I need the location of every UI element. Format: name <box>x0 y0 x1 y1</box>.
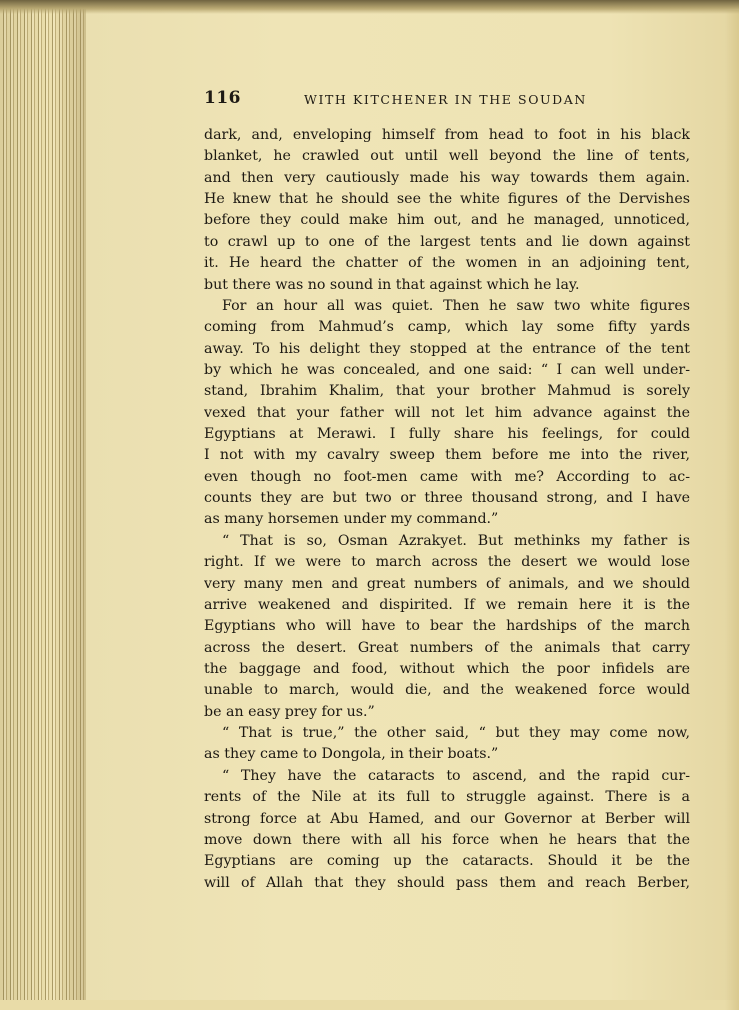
text-line: it. He heard the chatter of the women in an adjoining tent, <box>204 255 690 272</box>
text-line: but there was no sound in that against which he lay. <box>204 276 580 293</box>
text-line: be an easy prey for us.” <box>204 703 375 720</box>
text-line: the baggage and food, without which the poor infidels are <box>204 660 690 677</box>
text-line: blanket, he crawled out until well beyond the line of tents, <box>204 148 690 165</box>
text-line: coming from Mahmud’s camp, which lay some fifty yards <box>204 319 690 336</box>
text-line: as they came to Dongola, in their boats.” <box>204 746 499 763</box>
text-line: “ That is true,” the other said, “ but they may come now, <box>222 725 690 742</box>
running-head: WITH KITCHENER IN THE SOUDAN <box>304 92 587 107</box>
page-right-edge <box>725 10 739 1010</box>
text-line: and then very cautiously made his way towards them again. <box>204 169 690 186</box>
text-line: I not with my cavalry sweep them before me into the river, <box>204 447 690 464</box>
text-line: “ They have the cataracts to ascend, and the rapid cur- <box>222 767 690 784</box>
page-number: 116 <box>204 88 241 108</box>
text-line: strong force at Abu Hamed, and our Governor at Berber will <box>204 810 690 827</box>
top-shadow <box>0 0 739 14</box>
text-line: arrive weakened and dispirited. If we remain here it is the <box>204 596 690 613</box>
text-line: even though no foot-men came with me? According to ac- <box>204 468 690 485</box>
text-line: Egyptians are coming up the cataracts. Should it be the <box>204 853 690 870</box>
text-line: stand, Ibrahim Khalim, that your brother Mahmud is sorely <box>204 383 690 400</box>
body-text <box>204 125 690 894</box>
text-line: away. To his delight they stopped at the entrance of the tent <box>204 340 690 357</box>
text-line: vexed that your father will not let him advance against the <box>204 404 690 421</box>
text-line: Egyptians who will have to bear the hardships of the march <box>204 618 690 635</box>
text-line: as many horsemen under my command.” <box>204 511 499 528</box>
text-line: counts they are but two or three thousand strong, and I have <box>204 490 690 507</box>
text-line: Egyptians at Merawi. I fully share his feelings, for could <box>204 426 690 443</box>
text-line: to crawl up to one of the largest tents and lie down against <box>204 233 690 250</box>
page-header <box>204 88 694 112</box>
text-line: rents of the Nile at its full to struggle against. There is a <box>204 789 690 806</box>
text-line: will of Allah that they should pass them and reach Berber, <box>204 874 690 891</box>
page-stack-edges <box>0 0 86 1000</box>
text-line: very many men and great numbers of animals, and we should <box>204 575 690 592</box>
text-line: right. If we were to march across the desert we would lose <box>204 554 690 571</box>
text-line: For an hour all was quiet. Then he saw two white figures <box>222 297 690 314</box>
text-line: unable to march, would die, and the weakened force would <box>204 682 690 699</box>
text-line: move down there with all his force when he hears that the <box>204 831 690 848</box>
text-line: dark, and, enveloping himself from head to foot in his black <box>204 127 690 143</box>
text-line: He knew that he should see the white figures of the Dervishes <box>204 191 690 208</box>
text-line: before they could make him out, and he managed, unnoticed, <box>204 212 690 229</box>
text-line: “ That is so, Osman Azrakyet. But methinks my father is <box>222 532 690 549</box>
text-line: across the desert. Great numbers of the animals that carry <box>204 639 690 656</box>
text-line: by which he was concealed, and one said: “ I can well under- <box>204 361 690 378</box>
